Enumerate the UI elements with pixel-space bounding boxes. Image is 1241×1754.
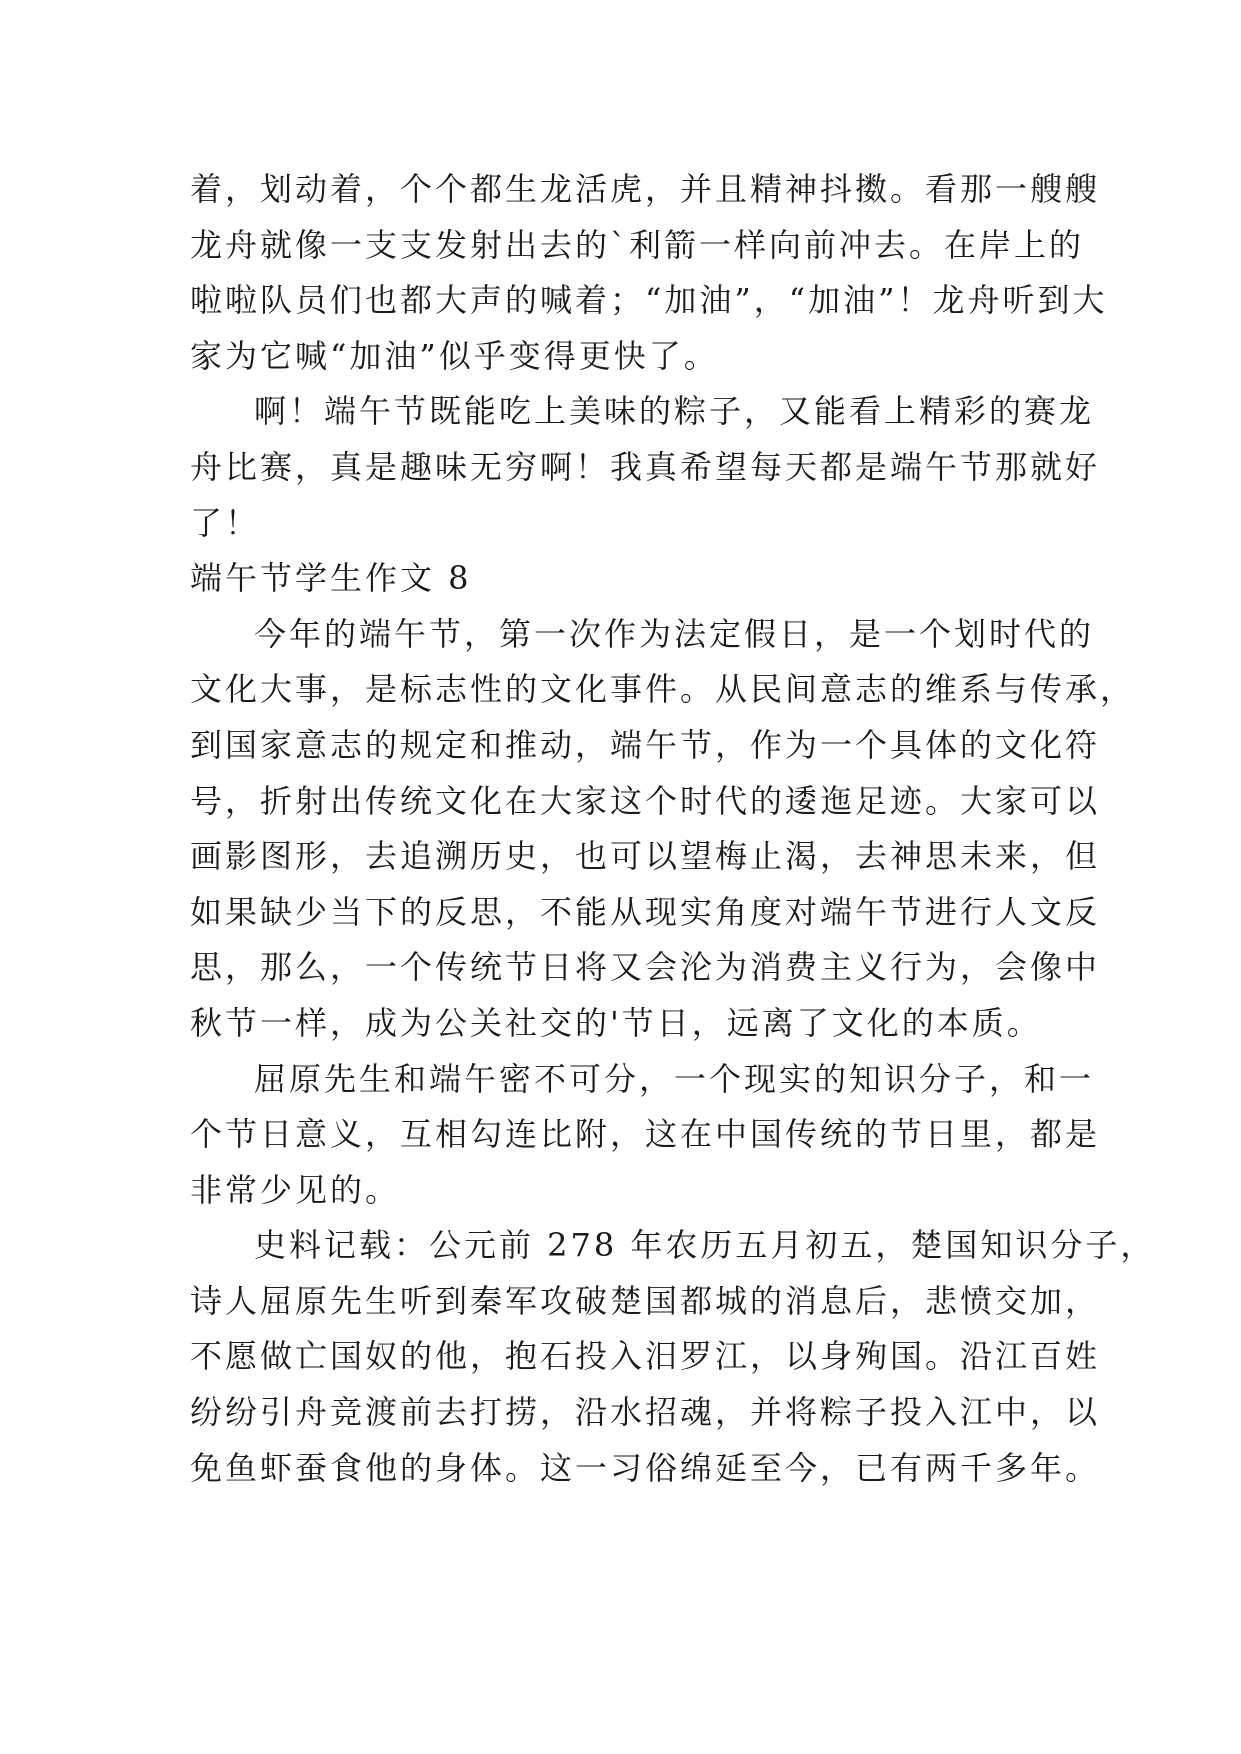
text-line: 今年的端午节，第一次作为法定假日，是一个划时代的 bbox=[254, 614, 1095, 653]
paragraph-ending bbox=[190, 384, 1101, 551]
paragraph-history bbox=[190, 1218, 1156, 1496]
text-line: 史料记载：公元前 278 年农历五月初五，楚国知识分子， bbox=[254, 1226, 1156, 1265]
text-line: 着，划动着，个个都生龙活虎，并且精神抖擞。看那一艘艘 bbox=[190, 170, 1101, 208]
text-line: 不愿做亡国奴的他，抱石投入汨罗江，以身殉国。沿江百姓 bbox=[190, 1337, 1101, 1376]
text-line: 个节日意义，互相勾连比附，这在中国传统的节日里，都是 bbox=[190, 1115, 1101, 1154]
text-line: 号，折射出传统文化在大家这个时代的逶迤足迹。大家可以 bbox=[190, 781, 1101, 820]
text-line: 啦啦队员们也都大声的喊着；“加油”，“加油”！龙舟听到大 bbox=[190, 281, 1108, 320]
text-line: 诗人屈原先生听到秦军攻破楚国都城的消息后，悲愤交加， bbox=[190, 1281, 1101, 1320]
text-line: 秋节一样，成为公关社交的'节日，远离了文化的本质。 bbox=[190, 1003, 1042, 1042]
text-line: 如果缺少当下的反思，不能从现实角度对端午节进行人文反 bbox=[190, 892, 1101, 931]
text-line: 思，那么，一个传统节日将又会沦为消费主义行为，会像中 bbox=[190, 948, 1101, 987]
paragraph-quyuan bbox=[190, 1052, 1101, 1219]
section-heading bbox=[190, 551, 1060, 607]
text-line: 啊！端午节既能吃上美味的粽子，又能看上精彩的赛龙 bbox=[254, 392, 1095, 431]
paragraph-continuation bbox=[190, 162, 1108, 384]
text-line: 非常少见的。 bbox=[190, 1170, 401, 1209]
text-line: 家为它喊“加油”似乎变得更快了。 bbox=[190, 336, 719, 375]
text-line: 免鱼虾蚕食他的身体。这一习俗绵延至今，已有两千多年。 bbox=[190, 1448, 1101, 1487]
paragraph-intro bbox=[190, 607, 1136, 1052]
text-line: 画影图形，去追溯历史，也可以望梅止渴，去神思未来，但 bbox=[190, 837, 1101, 876]
text-line: 龙舟就像一支支发射出去的`利箭一样向前冲去。在岸上的 bbox=[190, 225, 1085, 264]
text-line: 文化大事，是标志性的文化事件。从民间意志的维系与传承， bbox=[190, 670, 1136, 709]
text-line: 纷纷引舟竞渡前去打捞，沿水招魂，并将粽子投入江中，以 bbox=[190, 1393, 1101, 1432]
text-line: 了！ bbox=[190, 503, 261, 542]
text-line: 屈原先生和端午密不可分，一个现实的知识分子，和一 bbox=[254, 1059, 1095, 1098]
document-page bbox=[190, 162, 1156, 1496]
heading-text: 端午节学生作文 8 bbox=[190, 559, 472, 598]
text-line: 舟比赛，真是趣味无穷啊！我真希望每天都是端午节那就好 bbox=[190, 447, 1101, 486]
text-line: 到国家意志的规定和推动，端午节，作为一个具体的文化符 bbox=[190, 725, 1101, 764]
